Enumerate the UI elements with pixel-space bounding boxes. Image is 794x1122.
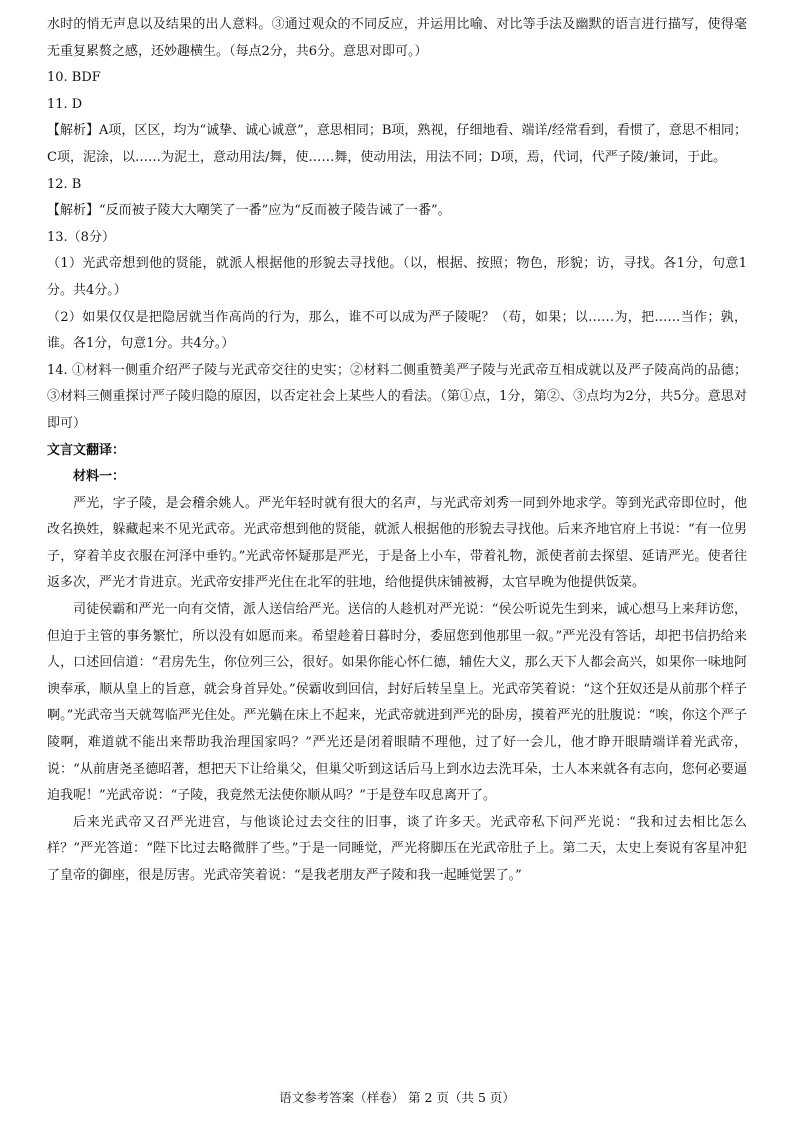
- translation-paragraph-1: 严光，字子陵，是会稽余姚人。严光年轻时就有很大的名声，与光武帝刘秀一同到外地求学。等到光武帝即位时，他改名换姓，躲藏起来不见光武帝。光武帝想到他的贤能，就派人根据他的形貌去寻找他。后来齐地官府上书说：“有一位男子，穿着羊皮衣服在河泽中垂钓。”光武帝怀疑那是严光，于是备上小车，带着礼物，派使者前去探望、延请严光。使者往返多次，严光才肯进京。光武帝安排严光住在北军的驻地，给他提供床铺被褥，太官早晚为他提供饭菜。: [47, 495, 747, 591]
- q9-answer-tail: 水时的悄无声息以及结果的出人意料。③通过观众的不同反应，并运用比喻、对比等手法及幽默的语言进行描写，使得毫无重复累赘之感，还妙趣横生。（每点2分，共6分。意思对即可。）: [47, 17, 747, 59]
- q11-answer: 11. D: [47, 96, 83, 112]
- answer-sheet-body: [47, 12, 747, 890]
- page-footer: 语文参考答案（样卷） 第 2 页（共 5 页）: [279, 1090, 515, 1105]
- translation-paragraph-3: 后来光武帝又召严光进宫，与他谈论过去交往的旧事，谈了许多天。光武帝私下问严光说：“我和过去相比怎么样？”严光答道：“陛下比过去略微胖了些。”于是一同睡觉，严光将脚压在光武帝肚子上。第二天，太史上奏说有客星冲犯了皇帝的御座，很是厉害。光武帝笑着说：“是我老朋友严子陵和我一起睡觉罢了。”: [47, 814, 747, 883]
- q13-part2: （2）如果仅仅是把隐居就当作高尚的行为，那么，谁不可以成为严子陵呢？（苟，如果；以……为，把……当作；孰，谁。各1分，句意1分。共4分。）: [47, 309, 747, 352]
- q12-answer: 12. B: [47, 176, 82, 192]
- q12-explanation: 【解析】“反而被子陵大大嘲笑了一番”应为“反而被子陵告诫了一番”。: [47, 203, 451, 219]
- material1-label: 材料一：: [73, 469, 126, 485]
- translation-paragraph-2: 司徒侯霸和严光一向有交情，派人送信给严光。送信的人趁机对严光说：“侯公听说先生到来，诚心想马上来拜访您，但迫于主管的事务繁忙，所以没有如愿而来。希望趁着日暮时分，委屈您到他那里一叙。”严光没有答话，却把书信扔给来人，口述回信道：“君房先生，你位列三公，很好。如果你能心怀仁德，辅佐大义，那么天下人都会高兴，如果你一味地阿谀奉承，顺从皇上的旨意，就会身首异处。”侯霸收到回信，封好后转呈皇上。光武帝笑着说：“这个狂奴还是从前那个样子啊。”光武帝当天就驾临严光住处。严光躺在床上不起来，光武帝就进到严光的卧房，摸着严光的肚腹说：“唉，你这个严子陵啊，难道就不能出来帮助我治理国家吗？”严光还是闭着眼睛不理他，过了好一会儿，他才睁开眼睛端详着光武帝，说：“从前唐尧圣德昭著，想把天下让给巢父，但巢父听到这话后马上到水边去洗耳朵，士人本来就各有志向，您何必要逼迫我呢！”光武帝说：“子陵，我竟然无法使你顺从吗？”于是登车叹息离开了。: [47, 602, 747, 804]
- q11-explanation: 【解析】A项，区区，均为“诚挚、诚心诚意”，意思相同；B项，熟视，仔细地看、端详/经常看到，看惯了，意思不相同；C项，泥涂，以……为泥土，意动用法/舞，使……舞，使动用法，用法不同；D项，焉，代词，代严子陵/兼词，于此。: [47, 123, 747, 165]
- q14-answer: 14. ①材料一侧重介绍严子陵与光武帝交往的史实；②材料二侧重赞美严子陵与光武帝互相成就以及严子陵高尚的品德；③材料三侧重探讨严子陵归隐的原因，以否定社会上某些人的看法。（第①点，1分，第②、③点均为2分，共5分。意思对即可）: [47, 362, 747, 431]
- q13-heading: 13.（8分）: [47, 229, 115, 245]
- translation-heading: 文言文翻译：: [47, 442, 126, 458]
- q10-answer: 10. BDF: [47, 70, 101, 86]
- q13-part1: （1）光武帝想到他的贤能，就派人根据他的形貌去寻找他。（以，根据、按照；物色，形貌；访，寻找。各1分，句意1分。共4分。）: [47, 256, 747, 298]
